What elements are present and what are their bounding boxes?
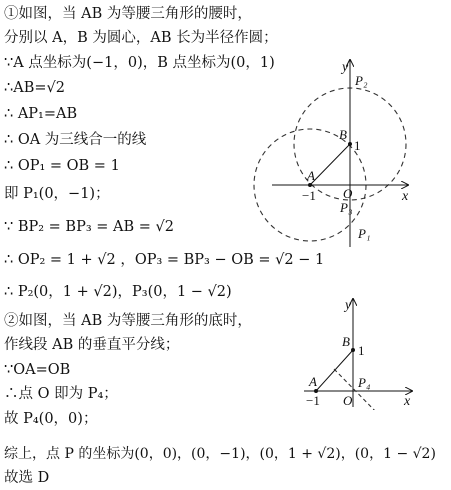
text-line-16: 故 P₄(0，0)； (4, 411, 98, 427)
text-line-7: ∴ OP₁ = OB = 1 (4, 158, 120, 174)
text-line-14: ∵OA=OB (4, 362, 71, 378)
text-line-15: ∴点 O 即为 P₄； (4, 386, 118, 402)
label-one: 1 (358, 343, 365, 358)
text-line-1: ①如图，当 AB 为等腰三角形的腰时， (4, 6, 252, 22)
text-line-5: ∴ AP₁=AB (4, 106, 78, 122)
text-line-6: ∴ OA 为三线合一的线 (4, 132, 147, 148)
label-b: B (339, 127, 347, 142)
text-line-11: ∴ P₂(0，1 + √2)，P₃(0，1 − √2) (4, 284, 232, 300)
label-p1: P₁ (358, 226, 371, 241)
label-o: O (343, 393, 353, 408)
text-line-9: ∵ BP₂ = BP₃ = AB = √2 (4, 219, 174, 235)
text-line-10: ∴ OP₂ = 1 + √2 ，OP₃ = BP₃ − OB = √2 − 1 (4, 252, 325, 268)
text-line-2: 分别以 A，B 为圆心，AB 长为半径作圆； (4, 30, 278, 46)
text-line-13: 作线段 AB 的垂直平分线； (4, 337, 180, 353)
label-a: A (307, 168, 315, 183)
point-b (351, 348, 355, 352)
label-o: O (343, 186, 353, 201)
label-p2: P₂ (355, 73, 368, 88)
y-axis-label: y (345, 298, 352, 313)
text-line-12: ②如图，当 AB 为等腰三角形的底时， (4, 313, 252, 329)
text-line-4: ∴AB=√2 (4, 80, 65, 96)
text-line-8: 即 P₁(0，−1)； (4, 186, 110, 202)
text-line-17: 综上，点 P 的坐标为(0，0)，(0，−1)，(0，1 + √2)，(0，1 − √2) (4, 446, 436, 462)
segment-ab (310, 144, 350, 185)
label-neg1: −1 (302, 188, 316, 203)
text-line-3: ∵A 点坐标为(−1，0)，B 点坐标为(0，1) (4, 55, 275, 71)
figure-1 (250, 55, 420, 250)
segment-ab (316, 350, 353, 391)
label-a: A (309, 374, 317, 389)
text-line-18: 故选 D (4, 470, 50, 486)
label-p4: P₄ (358, 375, 371, 390)
label-p3: P₃ (340, 200, 353, 215)
figure-2 (300, 295, 420, 410)
point-a (308, 183, 312, 187)
x-axis-label: x (404, 394, 411, 409)
label-one: 1 (354, 138, 361, 153)
x-axis-label: x (402, 189, 409, 204)
y-axis-label: y (342, 60, 349, 75)
label-b: B (342, 334, 350, 349)
point-b (348, 142, 352, 146)
label-neg1: −1 (306, 393, 320, 408)
